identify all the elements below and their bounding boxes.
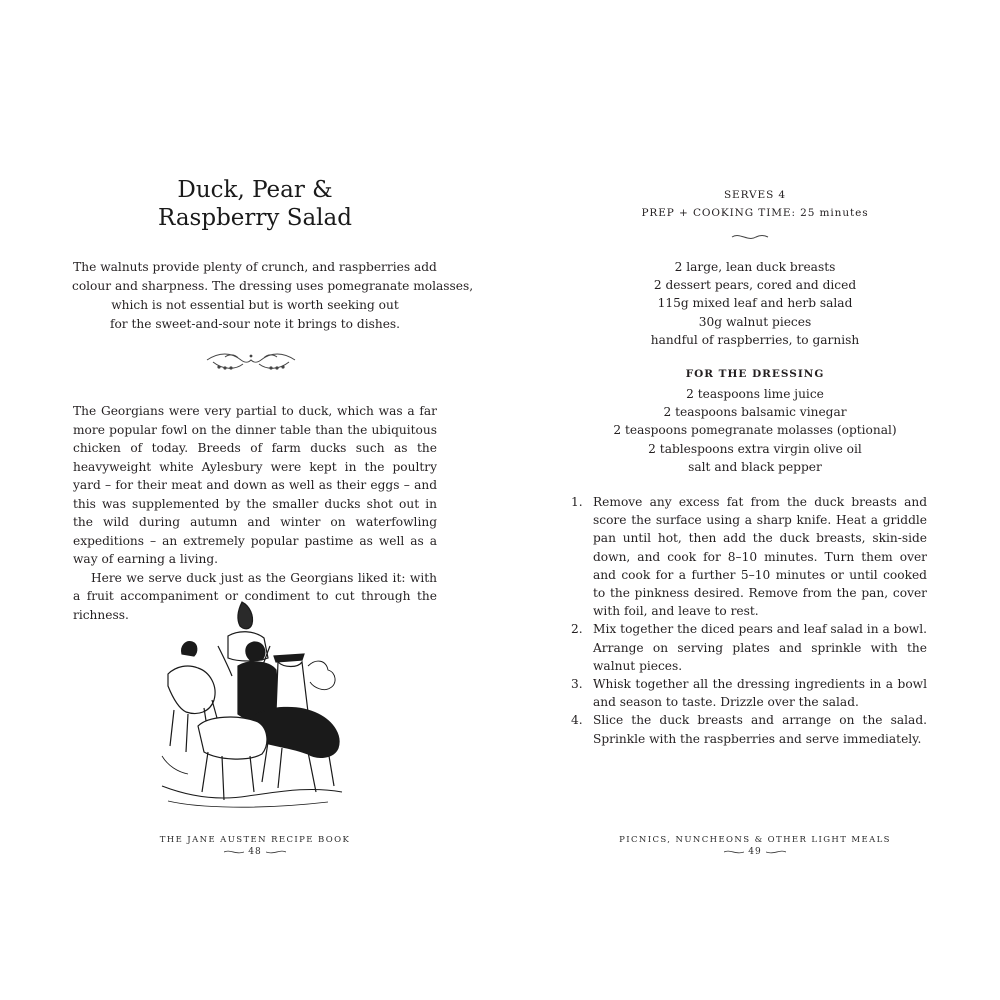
recipe-title-line: Raspberry Salad	[158, 205, 352, 231]
serves-count: SERVES 4	[723, 189, 787, 201]
method-step	[571, 675, 927, 711]
left-footer	[100, 835, 410, 857]
footer-flourish-icon	[766, 849, 786, 855]
history-paragraph: Here we serve duck just as the Georgians liked it: with a fruit accompaniment or condiment to cut through the richness.	[73, 570, 437, 622]
step-text: Slice the duck breasts and arrange on the salad. Sprinkle with the raspberries and serve immediately.	[593, 713, 927, 746]
method-step	[571, 493, 927, 620]
dressing-item: 2 tablespoons extra virgin olive oil	[648, 441, 862, 456]
method-step	[571, 620, 927, 675]
dressing-item: 2 teaspoons pomegranate molasses (optional)	[613, 423, 897, 438]
right-footer	[590, 835, 920, 857]
recipe-intro	[72, 258, 474, 334]
ingredient-item: 115g mixed leaf and herb salad	[657, 296, 853, 311]
step-number: 3.	[571, 677, 583, 692]
method-step	[571, 711, 927, 747]
page-number: 49	[748, 847, 762, 857]
footer-flourish-icon	[224, 849, 244, 855]
ingredient-item: handful of raspberries, to garnish	[650, 332, 860, 347]
prep-label: PREP + COOKING TIME:	[641, 207, 796, 219]
intro-line: for the sweet-and-sour note it brings to dishes.	[109, 317, 401, 331]
dressing-item: 2 teaspoons balsamic vinegar	[663, 405, 847, 420]
step-number: 1.	[571, 495, 583, 509]
dressing-item: 2 teaspoons lime juice	[686, 387, 824, 401]
page-number: 48	[248, 847, 262, 857]
small-flourish-icon	[730, 232, 770, 242]
step-text: Remove any excess fat from the duck breasts and score the surface using a sharp knife. Heat a griddle pan until hot, then add the duck breasts, skin-side down, and cook for 8–10 minutes. Turn them over and cook for a further 5–10 minutes or until cooked to the pinkness desired. Remove from the pan, cover with foil, and leave to rest.	[593, 495, 927, 619]
method-steps	[571, 493, 927, 748]
ingredient-item: 2 large, lean duck breasts	[674, 260, 836, 274]
history-paragraph: The Georgians were very partial to duck, which was a far more popular fowl on the dinner table than the ubiquitous chicken of today. Breeds of farm ducks such as the heavyweight white Aylesbury were kept in the poultry yard – for their meat and down as well as their eggs – and this was supplemented by the smaller ducks shot out in the wild during autumn and winter on waterfowling expeditions – an extremely popular pastime as well as a way of earning a living.	[73, 404, 437, 566]
footer-flourish-icon	[724, 849, 744, 855]
ingredient-item: 2 dessert pears, cored and diced	[653, 278, 857, 293]
prep-time	[590, 204, 920, 222]
decorative-flourish-icon	[205, 348, 297, 374]
step-number: 4.	[571, 713, 583, 728]
intro-line: colour and sharpness. The dressing uses pomegranate molasses,	[72, 279, 474, 293]
recipe-title-line: Duck, Pear &	[177, 177, 333, 203]
footer-flourish-icon	[266, 849, 286, 855]
step-text: Mix together the diced pears and leaf salad in a bowl. Arrange on serving plates and sprinkle with the walnut pieces.	[593, 622, 927, 673]
step-number: 2.	[571, 622, 583, 637]
recipe-meta	[590, 186, 920, 222]
chapter-title-footer: PICNICS, NUNCHEONS & OTHER LIGHT MEALS	[619, 835, 891, 845]
recipe-title	[60, 176, 450, 232]
ingredient-list	[590, 258, 920, 349]
dressing-heading: FOR THE DRESSING	[685, 368, 825, 380]
step-text: Whisk together all the dressing ingredients in a bowl and season to taste. Drizzle over the salad.	[593, 677, 927, 710]
ingredient-item: 30g walnut pieces	[698, 314, 812, 329]
prep-value: 25 minutes	[800, 207, 869, 219]
dressing-list	[590, 385, 920, 476]
riders-on-horseback-illustration	[158, 596, 346, 818]
book-title-footer: THE JANE AUSTEN RECIPE BOOK	[159, 835, 351, 845]
intro-line: The walnuts provide plenty of crunch, and raspberries add	[73, 260, 437, 274]
dressing-item: salt and black pepper	[688, 459, 822, 474]
history-text	[73, 402, 437, 624]
intro-line: which is not essential but is worth seeking out	[111, 298, 399, 312]
